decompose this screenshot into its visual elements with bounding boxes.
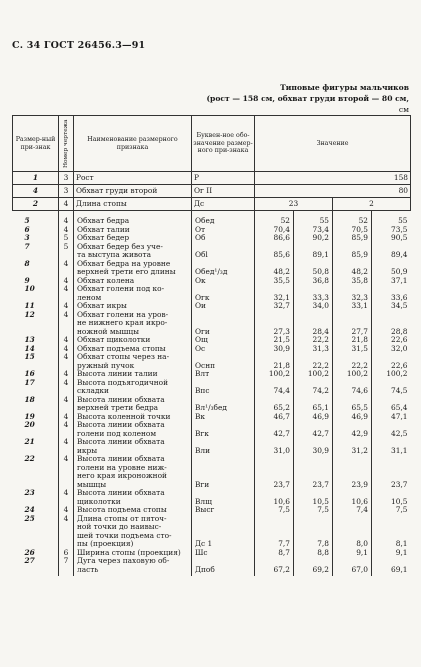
feature-number: 19 (24, 411, 35, 421)
feature-value: 52 (333, 217, 372, 226)
feature-name (74, 260, 192, 277)
feature-value: 32,3 (333, 285, 372, 302)
feature-value: 65,4 (372, 396, 411, 413)
feature-name-line: Высота линии обхвата (77, 454, 165, 463)
feature-value: 80 (255, 185, 411, 198)
feature-symbol: Обед (192, 217, 255, 226)
feature-number: 26 (24, 547, 35, 557)
feature-value: 55 (294, 217, 333, 226)
feature-number: 3 (24, 233, 30, 242)
feature-symbol: Вл¹/₃бед (192, 396, 255, 413)
drawing-number: 4 (59, 370, 74, 379)
header-drawing-number: Номер чертежа (59, 116, 74, 172)
feature-value: 70,5 (333, 226, 372, 235)
feature-value: 8,1 (372, 515, 411, 549)
feature-number: 9 (24, 275, 30, 285)
table-row (13, 217, 411, 226)
feature-value: 35,8 (333, 277, 372, 286)
drawing-number: 4 (59, 421, 74, 438)
feature-symbol: Об (192, 234, 255, 243)
feature-name-line: Обхват голени под ко- (77, 284, 165, 293)
table-row (13, 549, 411, 558)
feature-value: 31,3 (294, 345, 333, 354)
feature-number: 7 (24, 241, 30, 251)
feature-value: 42,9 (333, 421, 372, 438)
feature-value: 21,8 (333, 336, 372, 345)
drawing-number: 4 (59, 226, 74, 235)
feature-number: 24 (24, 505, 35, 514)
feature-value: 34,0 (294, 302, 333, 311)
feature-name (74, 489, 192, 506)
caption-unit: см (398, 105, 409, 114)
feature-value: 7,7 (255, 515, 294, 549)
feature-name-line: Обхват бедра (77, 216, 130, 225)
table-row (13, 353, 411, 370)
feature-value: 74,5 (372, 379, 411, 396)
feature-name-line: Высота линии обхвата (77, 420, 165, 429)
header-feature-number: Размер-ный при-знак (13, 116, 59, 172)
drawing-number: 4 (59, 217, 74, 226)
feature-name-line: Высота линии обхвата (77, 488, 165, 497)
feature-value: 74,6 (333, 379, 372, 396)
header-symbol: Буквен-ное обо-значение размер-ного при-знака (192, 116, 255, 172)
feature-value: 42,5 (372, 421, 411, 438)
feature-value: 46,7 (255, 413, 294, 422)
feature-number: 23 (24, 488, 35, 497)
table-row (13, 421, 411, 438)
table-row (13, 489, 411, 506)
feature-number: 2 (13, 198, 59, 211)
feature-value: 2 (333, 198, 411, 211)
feature-value: 32,7 (255, 302, 294, 311)
feature-name-line: Обхват икры (77, 301, 127, 310)
table-row (13, 277, 411, 286)
feature-symbol: Дс 1 (192, 515, 255, 549)
feature-value: 9,1 (372, 549, 411, 558)
feature-symbol: Огк (192, 285, 255, 302)
feature-value: 22,6 (372, 353, 411, 370)
feature-value: 31,0 (255, 438, 294, 455)
top-row (13, 198, 411, 211)
feature-symbol: Ог II (192, 185, 255, 198)
feature-number: 14 (24, 343, 35, 353)
feature-value: 31,5 (333, 345, 372, 354)
feature-name-line: складки (77, 386, 109, 395)
feature-name-line: Высота линии обхвата (77, 437, 165, 446)
drawing-number: 4 (59, 311, 74, 337)
feature-name-line: Высота линии обхвата (77, 394, 165, 404)
page-header: С. 34 ГОСТ 26456.3—91 (12, 40, 146, 51)
feature-symbol: Вгк (192, 421, 255, 438)
drawing-number: 4 (59, 345, 74, 354)
feature-value: 23,9 (333, 455, 372, 489)
feature-value: 35,5 (255, 277, 294, 286)
feature-value: 32,0 (372, 345, 411, 354)
feature-value: 27,3 (255, 311, 294, 337)
feature-value: 100,2 (333, 370, 372, 379)
feature-name-line: ной точки до наивыс- (77, 522, 162, 531)
feature-name (74, 353, 192, 370)
feature-value: 21,5 (255, 336, 294, 345)
feature-value: 100,2 (372, 370, 411, 379)
feature-symbol: Ос (192, 345, 255, 354)
drawing-number: 4 (59, 489, 74, 506)
feature-value: 65,2 (255, 396, 294, 413)
feature-name (74, 311, 192, 337)
feature-symbol: Влт (192, 370, 255, 379)
feature-value: 47,1 (372, 413, 411, 422)
drawing-number: 4 (59, 413, 74, 422)
feature-symbol: Обl (192, 243, 255, 260)
feature-name (74, 396, 192, 413)
feature-value: 48,2 (255, 260, 294, 277)
feature-value: 22,2 (294, 336, 333, 345)
feature-name-line: Высота подъема стопы (77, 505, 167, 514)
feature-value: 21,8 (255, 353, 294, 370)
drawing-number: 4 (59, 515, 74, 549)
feature-value: 7,8 (294, 515, 333, 549)
feature-name-line: ласть (77, 564, 99, 574)
feature-value: 7,4 (333, 506, 372, 515)
table-row (13, 557, 411, 576)
feature-name-line: Высота линии талии (77, 369, 158, 378)
feature-name-line: Ширина стопы (проекция) (77, 547, 181, 557)
table-row (13, 311, 411, 337)
feature-value: 23,7 (372, 455, 411, 489)
feature-name-line: Обхват бедра на уровне (77, 258, 171, 268)
drawing-number: 3 (59, 185, 74, 198)
feature-value: 30,9 (294, 438, 333, 455)
feature-name-line: Обхват голени на уров- (77, 309, 169, 319)
feature-number: 20 (24, 420, 35, 429)
feature-symbol: От (192, 226, 255, 235)
feature-symbol: Оснп (192, 353, 255, 370)
feature-name-line: шей точки подъема сто- (77, 530, 172, 540)
feature-number: 27 (24, 556, 35, 565)
table-row (13, 260, 411, 277)
drawing-number: 4 (59, 438, 74, 455)
feature-value: 10,5 (294, 489, 333, 506)
table-row (13, 336, 411, 345)
feature-name-line: пы (проекция) (77, 539, 134, 548)
feature-value: 55 (372, 217, 411, 226)
caption-line-2: (рост — 158 см, обхват груди второй — 80 см, (206, 94, 409, 103)
drawing-number: 4 (59, 285, 74, 302)
feature-value: 23,7 (255, 455, 294, 489)
feature-symbol: Дс (192, 198, 255, 211)
table-row (13, 243, 411, 260)
feature-value: 65,5 (333, 396, 372, 413)
feature-value: 22,2 (333, 353, 372, 370)
feature-symbol: Высг (192, 506, 255, 515)
feature-name (74, 285, 192, 302)
feature-value: 158 (255, 172, 411, 185)
feature-name-line: ножной мышцы (77, 326, 139, 336)
feature-value: 31,1 (372, 438, 411, 455)
feature-number: 5 (24, 216, 30, 225)
feature-value: 22,6 (372, 336, 411, 345)
table-row (13, 396, 411, 413)
feature-symbol: Дпоб (192, 557, 255, 576)
feature-value: 100,2 (255, 370, 294, 379)
table-row (13, 302, 411, 311)
feature-value: 7,5 (372, 506, 411, 515)
feature-number: 6 (24, 224, 30, 234)
feature-name-line: верхней трети его длины (77, 267, 176, 276)
feature-name-line: не нижнего края икро- (77, 318, 168, 327)
table-row (13, 226, 411, 235)
feature-name-line: Обхват колена (77, 275, 135, 285)
drawing-number: 6 (59, 549, 74, 558)
feature-value: 33,3 (294, 285, 333, 302)
feature-symbol: Впс (192, 379, 255, 396)
feature-name-line: верхней трети бедра (77, 403, 159, 412)
feature-value: 33,1 (333, 302, 372, 311)
feature-value: 36,8 (294, 277, 333, 286)
feature-value: 37,1 (372, 277, 411, 286)
table-row (13, 438, 411, 455)
feature-value: 46,9 (333, 413, 372, 422)
feature-value: 70,4 (255, 226, 294, 235)
feature-symbol: Оги (192, 311, 255, 337)
feature-value: 31,2 (333, 438, 372, 455)
feature-number: 12 (24, 309, 35, 319)
feature-value: 90,2 (294, 234, 333, 243)
drawing-number: 5 (59, 234, 74, 243)
feature-name (74, 515, 192, 549)
feature-name-line: икры (77, 445, 98, 455)
drawing-number: 4 (59, 277, 74, 286)
feature-name-line: Обхват стопы через на- (77, 352, 170, 361)
drawing-number: 4 (59, 455, 74, 489)
feature-number: 16 (24, 369, 35, 378)
feature-value: 52 (255, 217, 294, 226)
feature-number: 4 (13, 185, 59, 198)
feature-name (74, 421, 192, 438)
feature-number: 10 (24, 284, 35, 293)
drawing-number: 4 (59, 336, 74, 345)
feature-name-line: ружный пучок (77, 360, 135, 370)
feature-value: 100,2 (294, 370, 333, 379)
feature-value: 50,9 (372, 260, 411, 277)
feature-value: 48,2 (333, 260, 372, 277)
feature-name (74, 438, 192, 455)
feature-symbol: Шс (192, 549, 255, 558)
caption-line-1: Типовые фигуры мальчиков (280, 83, 409, 92)
top-row (13, 172, 411, 185)
measurement-rows (13, 217, 411, 576)
feature-symbol: Вли (192, 438, 255, 455)
table-row (13, 345, 411, 354)
feature-value: 90,5 (372, 234, 411, 243)
feature-value: 73,5 (372, 226, 411, 235)
feature-name-line: Дуга через паховую об- (77, 556, 170, 565)
feature-name-line: голени под коленом (77, 428, 157, 438)
feature-name-line: щиколотки (77, 496, 121, 506)
feature-value: 33,6 (372, 285, 411, 302)
feature-value: 85,9 (333, 234, 372, 243)
feature-value: 7,5 (255, 506, 294, 515)
feature-value: 10,6 (333, 489, 372, 506)
feature-number: 22 (24, 454, 35, 463)
feature-number: 13 (24, 335, 35, 344)
feature-number: 17 (24, 377, 35, 387)
feature-value: 8,8 (294, 549, 333, 558)
feature-value: 10,6 (255, 489, 294, 506)
feature-value: 32,1 (255, 285, 294, 302)
feature-name-line: Обхват бедер (77, 233, 130, 242)
top-row (13, 185, 411, 198)
header-feature-name: Наименование размерного признака (74, 116, 192, 172)
feature-value: 50,8 (294, 260, 333, 277)
drawing-number: 7 (59, 557, 74, 576)
drawing-number: 4 (59, 260, 74, 277)
feature-name-line: Высота коленной точки (77, 411, 171, 421)
table-row (13, 413, 411, 422)
drawing-number: 5 (59, 243, 74, 260)
feature-value: 23,7 (294, 455, 333, 489)
feature-symbol: Р (192, 172, 255, 185)
feature-symbol: Ок (192, 277, 255, 286)
feature-symbol: Обед¹/₃д (192, 260, 255, 277)
feature-symbol: Влщ (192, 489, 255, 506)
feature-value: 28,4 (294, 311, 333, 337)
feature-value: 9,1 (333, 549, 372, 558)
drawing-number: 4 (59, 353, 74, 370)
feature-name (74, 557, 192, 576)
feature-name-line: Длина стопы от пяточ- (77, 513, 167, 523)
table-row (13, 455, 411, 489)
feature-value: 69,2 (294, 557, 333, 576)
feature-name-line: мышцы (77, 479, 107, 489)
feature-number: 1 (13, 172, 59, 185)
feature-name-line: него края икроножной (77, 471, 167, 480)
table-row (13, 234, 411, 243)
feature-value: 74,4 (255, 379, 294, 396)
feature-value: 85,9 (333, 243, 372, 260)
feature-value: 89,1 (294, 243, 333, 260)
feature-symbol: Ощ (192, 336, 255, 345)
feature-name-line: Обхват подъема стопы (77, 343, 166, 353)
feature-value: 69,1 (372, 557, 411, 576)
feature-value: 42,7 (255, 421, 294, 438)
table-row (13, 506, 411, 515)
feature-name (74, 455, 192, 489)
feature-number: 11 (24, 301, 35, 310)
header-value: Значение (255, 116, 411, 172)
drawing-number: 4 (59, 379, 74, 396)
feature-name-line: Высота подъягодичной (77, 377, 169, 387)
feature-value: 73,4 (294, 226, 333, 235)
feature-value: 8,7 (255, 549, 294, 558)
drawing-number: 4 (59, 302, 74, 311)
feature-value: 42,7 (294, 421, 333, 438)
feature-name (74, 379, 192, 396)
feature-value: 23 (255, 198, 333, 211)
feature-value: 30,9 (255, 345, 294, 354)
table-caption (206, 82, 409, 115)
feature-name-line: Обхват бедер без уче- (77, 241, 163, 251)
feature-symbol: Ои (192, 302, 255, 311)
feature-value: 22,2 (294, 353, 333, 370)
feature-value: 67,2 (255, 557, 294, 576)
table-row (13, 285, 411, 302)
table-row (13, 370, 411, 379)
feature-value: 27,7 (333, 311, 372, 337)
feature-value: 10,5 (372, 489, 411, 506)
feature-name (74, 243, 192, 260)
feature-value: 89,4 (372, 243, 411, 260)
feature-name: Обхват груди второй (74, 185, 192, 198)
feature-value: 34,5 (372, 302, 411, 311)
feature-value: 28,8 (372, 311, 411, 337)
feature-value: 74,2 (294, 379, 333, 396)
drawing-number: 4 (59, 396, 74, 413)
drawing-number: 4 (59, 506, 74, 515)
feature-value: 85,6 (255, 243, 294, 260)
table-row (13, 379, 411, 396)
feature-value: 86,6 (255, 234, 294, 243)
feature-number: 18 (24, 394, 35, 404)
table-row (13, 515, 411, 549)
feature-number: 21 (24, 437, 35, 446)
feature-value: 67,0 (333, 557, 372, 576)
feature-name: Рост (74, 172, 192, 185)
feature-value: 8,0 (333, 515, 372, 549)
feature-number: 8 (24, 258, 30, 268)
feature-number: 25 (24, 513, 35, 523)
feature-value: 65,1 (294, 396, 333, 413)
feature-name-line: Обхват талии (77, 224, 130, 234)
drawing-number: 3 (59, 172, 74, 185)
feature-name: Длина стопы (74, 198, 192, 211)
feature-symbol: Вк (192, 413, 255, 422)
feature-name-line: голени на уровне ниж- (77, 462, 167, 472)
feature-name-line: та выступа живота (77, 250, 151, 259)
feature-name-line: леном (77, 292, 102, 302)
measurements-table (12, 115, 411, 576)
feature-name-line: Обхват щиколотки (77, 335, 151, 344)
feature-symbol: Вги (192, 455, 255, 489)
feature-value: 7,5 (294, 506, 333, 515)
drawing-number: 4 (59, 198, 74, 211)
feature-number: 15 (24, 352, 35, 361)
feature-value: 46,9 (294, 413, 333, 422)
